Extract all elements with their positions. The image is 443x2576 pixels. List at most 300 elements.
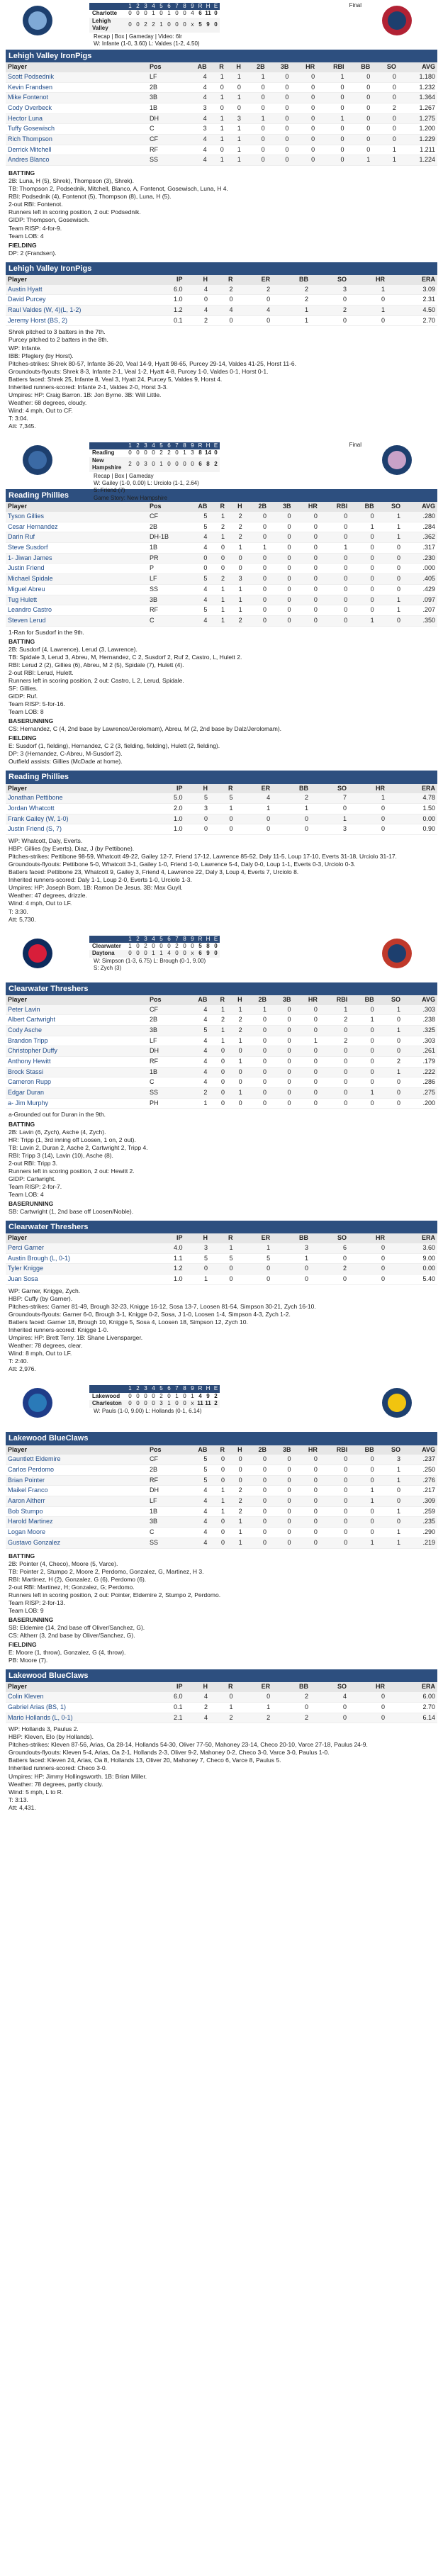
stat-cell: 0: [293, 522, 320, 532]
notes-line: SB: Eldemire (14, 2nd base off Oliver/Sanchez, G).: [9, 1623, 145, 1631]
stat-cell: 0: [243, 145, 267, 155]
player-link[interactable]: Gabriel Arias (BS, 1): [6, 1702, 147, 1713]
player-link[interactable]: Tyler Knigge: [6, 1264, 147, 1275]
player-link[interactable]: Derrick Mitchell: [6, 145, 147, 155]
stat-cell: 3: [227, 574, 245, 585]
batting-column-header: Pos: [147, 502, 183, 512]
linescore-table: [89, 936, 220, 958]
player-link[interactable]: Justin Friend (S, 7): [6, 824, 147, 835]
stat-cell: 5.40: [387, 1275, 437, 1285]
linescore-cell: 6: [196, 950, 204, 957]
linescore-team-name[interactable]: Charleston: [89, 1400, 126, 1407]
stat-cell: 5.0: [147, 793, 185, 803]
table-row: [6, 532, 437, 543]
pitching-column-header: Player: [6, 275, 147, 285]
player-link[interactable]: Maikel Franco: [6, 1486, 147, 1496]
linescore-cell: 0: [136, 449, 140, 457]
stat-cell: 0: [291, 145, 317, 155]
linescore-cell: 2: [144, 943, 147, 950]
notes-line: E: Susdorf (1, fielding), Hernandez, C 2 (3, fielding, fielding), Hulett (2, fielding).: [9, 742, 220, 750]
notes-line: Runners left in scoring position, 2 out: Podsednik.: [9, 208, 141, 216]
stat-cell: 0: [291, 103, 317, 114]
notes-line: Pitches-strikes: Garner 81-49, Brough 32-23, Knigge 16-12, Sosa 13-7, Loosen 81-54, Simpson 30-21, Zych 16-10.: [9, 1302, 316, 1310]
linescore-header-cell: 6: [165, 936, 173, 943]
notes-line: 2-out RBI: Fontenot.: [9, 201, 63, 208]
stat-cell: 0: [293, 1475, 320, 1486]
stat-cell: .261: [403, 1046, 437, 1057]
stat-cell: 3: [226, 113, 243, 124]
stat-cell: 0: [347, 72, 373, 82]
table-row: [6, 1005, 437, 1015]
stat-cell: 1: [209, 155, 226, 166]
player-link[interactable]: Harold Martinez: [6, 1517, 147, 1528]
linescore-cell: 1: [157, 950, 165, 957]
stat-cell: 0: [245, 1538, 269, 1548]
notes-line: Inherited runners-scored: Infante 2-1, Valdes 2-0, Horst 3-3.: [9, 383, 168, 391]
stat-cell: 0: [267, 135, 291, 145]
notes-line: HBP: Cuffy (by Garner).: [9, 1294, 73, 1302]
stat-cell: .179: [403, 1057, 437, 1068]
stat-cell: 0: [349, 824, 387, 835]
pitching-column-header: HR: [349, 1233, 387, 1243]
stat-cell: 1: [376, 595, 403, 605]
stat-cell: 1: [320, 543, 349, 554]
linescore-cell: 9: [206, 1392, 210, 1399]
stat-cell: DH-1B: [147, 532, 183, 543]
table-row: [6, 1692, 437, 1702]
stat-cell: 0: [245, 1025, 269, 1036]
stat-cell: 0: [209, 1475, 227, 1486]
stat-cell: 0: [245, 595, 269, 605]
player-link[interactable]: Tug Hulett: [6, 595, 147, 605]
linescore-team-name[interactable]: Charlotte: [92, 10, 118, 17]
stat-cell: 0: [267, 155, 291, 166]
player-link[interactable]: Andres Blanco: [6, 155, 147, 166]
batting-column-header: AB: [183, 1445, 209, 1455]
linescore-row: [89, 10, 220, 17]
player-link[interactable]: Cameron Rupp: [6, 1077, 147, 1088]
stat-cell: .290: [403, 1528, 437, 1538]
stat-cell: 0: [349, 1465, 376, 1476]
player-link[interactable]: 1- Jiwan James: [6, 553, 147, 564]
stat-cell: 0: [349, 1713, 387, 1723]
linescore-header-cell: 5: [157, 1385, 165, 1392]
stat-cell: 1: [227, 1036, 245, 1046]
player-link[interactable]: Colin Kleven: [6, 1692, 147, 1702]
stat-cell: 0.90: [387, 824, 437, 835]
stat-cell: 2: [227, 1506, 245, 1517]
player-link[interactable]: Logan Moore: [6, 1528, 147, 1538]
notes-line: TB: Thompson 2, Podsednik, Mitchell, Blanco, A, Fontenot, Gosewisch, Luna, H 4.: [9, 185, 228, 193]
notes-line: 1-Ran for Susdorf in the 9th.: [9, 628, 84, 636]
stat-cell: 4: [183, 1067, 209, 1077]
stat-cell: 1.364: [398, 93, 437, 103]
stat-cell: 0: [269, 1005, 293, 1015]
pitching-column-header: R: [210, 784, 235, 794]
pitching-column-header: Player: [6, 1233, 147, 1243]
batting-column-header: 2B: [245, 1445, 269, 1455]
linescore-cell: 0: [181, 457, 189, 472]
stat-cell: 0: [293, 1098, 320, 1109]
player-link[interactable]: Brandon Tripp: [6, 1036, 147, 1046]
stat-cell: 1: [349, 615, 376, 626]
stat-cell: 0: [376, 574, 403, 585]
stat-cell: SS: [147, 1088, 183, 1099]
player-link[interactable]: Austin Hyatt: [6, 285, 147, 295]
pitching-column-header: IP: [147, 1682, 185, 1692]
stat-cell: 2.70: [387, 315, 437, 326]
linescore-header-cell: 2: [134, 1385, 142, 1392]
stat-cell: 0: [267, 113, 291, 124]
notes-line: E: Moore (1, throw), Gonzalez, G (4, throw).: [9, 1649, 126, 1657]
linescore-team-name[interactable]: New Hampshire: [89, 457, 126, 472]
player-link[interactable]: Gustavo Gonzalez: [6, 1538, 147, 1548]
linescore: [69, 442, 388, 502]
stat-cell: 1: [376, 522, 403, 532]
player-link[interactable]: Mike Fontenot: [6, 93, 147, 103]
linescore-cell: 0: [152, 1392, 155, 1399]
stat-cell: 0: [227, 1077, 245, 1088]
player-link[interactable]: Albert Cartwright: [6, 1015, 147, 1026]
linescore-header-cell: R: [196, 936, 204, 943]
player-link[interactable]: Miguel Abreu: [6, 584, 147, 595]
player-link[interactable]: Steve Susdorf: [6, 543, 147, 554]
linescore-cell: 1: [165, 1400, 173, 1407]
table-row: [6, 605, 437, 616]
table-row: [6, 1465, 437, 1476]
player-link[interactable]: Mario Hollands (L, 0-1): [6, 1713, 147, 1723]
table-row: [6, 295, 437, 306]
stat-cell: 0: [227, 1046, 245, 1057]
stat-cell: 0: [320, 553, 349, 564]
player-link[interactable]: Hector Luna: [6, 113, 147, 124]
stat-cell: 0: [317, 93, 346, 103]
player-link[interactable]: Jordan Whatcott: [6, 804, 147, 814]
table-row: [6, 615, 437, 626]
stat-cell: DH: [147, 1046, 183, 1057]
stat-cell: 0: [347, 135, 373, 145]
notes-line: Pitches-strikes: Shrek 80-57, Infante 36-20, Veal 14-9, Hyatt 98-65, Purcey 29-14, Valdes 41-25, Horst 11-6.: [9, 359, 297, 367]
stat-cell: 1: [227, 605, 245, 616]
notes-line: CS: Altherr (3, 2nd base by Oliver/Sanchez, G).: [9, 1631, 135, 1639]
stat-cell: .429: [403, 584, 437, 595]
player-link[interactable]: Gauntlett Eldemire: [6, 1455, 147, 1465]
batting-column-header: AVG: [403, 502, 437, 512]
stat-cell: 0: [320, 1506, 349, 1517]
player-link[interactable]: Rich Thompson: [6, 135, 147, 145]
stat-cell: 1: [245, 543, 269, 554]
player-link[interactable]: Jeremy Horst (BS, 2): [6, 315, 147, 326]
stat-cell: 4: [183, 93, 209, 103]
stat-cell: 6: [310, 1243, 349, 1253]
stat-cell: 2: [210, 285, 235, 295]
notes-line: TB: Lavin 2, Duran 2, Asche 2, Cartwright 2, Tripp 4.: [9, 1143, 148, 1151]
stat-cell: 0: [210, 824, 235, 835]
stat-cell: 2: [227, 1015, 245, 1026]
stat-cell: .097: [403, 595, 437, 605]
game-notes: [6, 326, 437, 432]
stat-cell: .000: [403, 564, 437, 574]
stat-cell: 0: [317, 82, 346, 93]
linescore-header-cell: 6: [165, 3, 173, 10]
notes-line: HBP: Kleven, Elo (by Hollands).: [9, 1733, 94, 1741]
game-notes: [6, 1723, 437, 1814]
linescore-cell: 0: [159, 943, 163, 950]
table-row: [6, 1528, 437, 1538]
linescore-row: [89, 950, 220, 957]
player-link[interactable]: Anthony Hewitt: [6, 1057, 147, 1068]
linescore-cell: 0: [181, 1400, 189, 1407]
stat-cell: 2: [310, 306, 349, 316]
player-link[interactable]: a- Jim Murphy: [6, 1098, 147, 1109]
stat-cell: 2: [183, 1088, 209, 1099]
table-row: [6, 1496, 437, 1507]
player-link[interactable]: Frank Gailey (W, 1-0): [6, 814, 147, 824]
linescore-team-name[interactable]: Lakewood: [92, 1392, 120, 1399]
linescore-row: [89, 1393, 220, 1400]
stat-cell: 2: [227, 512, 245, 522]
batting-column-header: 3B: [269, 995, 293, 1005]
player-link[interactable]: Scott Podsednik: [6, 72, 147, 82]
stat-cell: 0: [269, 1475, 293, 1486]
stat-cell: 0: [320, 1455, 349, 1465]
linescore-team-name[interactable]: Clearwater: [92, 943, 121, 950]
pitching-section-title: Lehigh Valley IronPigs: [6, 262, 437, 275]
stat-cell: 3B: [147, 1025, 183, 1036]
stat-cell: 4: [183, 1486, 209, 1496]
linescore-cell: 2: [212, 1400, 220, 1407]
stat-cell: 0: [376, 1077, 403, 1088]
player-link[interactable]: Kevin Frandsen: [6, 82, 147, 93]
stat-cell: .280: [403, 512, 437, 522]
notes-line: Purcey pitched to 2 batters in the 8th.: [9, 336, 108, 344]
linescore-header-cell: 5: [157, 936, 165, 943]
stat-cell: 6.0: [147, 285, 185, 295]
player-link[interactable]: Cody Overbeck: [6, 103, 147, 114]
player-link[interactable]: Christopher Duffy: [6, 1046, 147, 1057]
stat-cell: 1: [209, 532, 227, 543]
stat-cell: 5: [183, 1465, 209, 1476]
player-link[interactable]: Brian Pointer: [6, 1475, 147, 1486]
linescore-header-cell: R: [196, 3, 204, 10]
player-link[interactable]: Juan Sosa: [6, 1275, 147, 1285]
stat-cell: 4: [183, 82, 209, 93]
stat-cell: 1: [293, 1036, 320, 1046]
stat-cell: 4: [183, 584, 209, 595]
linescore-team-name[interactable]: Daytona: [89, 950, 126, 957]
stat-cell: 1: [209, 605, 227, 616]
notes-line: T: 2:40.: [9, 1357, 28, 1365]
stat-cell: 4.78: [387, 793, 437, 803]
stat-cell: 0: [227, 1098, 245, 1109]
pitching-column-header: R: [210, 1682, 235, 1692]
batting-table: [6, 1445, 437, 1549]
stat-cell: 0: [245, 1465, 269, 1476]
player-link[interactable]: Raul Valdes (W, 4)(L, 1-2): [6, 306, 147, 316]
linescore-cell: 4: [198, 1392, 202, 1399]
table-row: [6, 1475, 437, 1486]
notes-line: Wind: 8 mph, Out to LF.: [9, 1350, 72, 1357]
table-row: [6, 103, 437, 114]
player-link[interactable]: Jonathan Pettibone: [6, 793, 147, 803]
linescore-cell: 1: [152, 10, 155, 17]
stat-cell: 0: [210, 814, 235, 824]
notes-line: GIDP: Thompson, Gosewisch.: [9, 216, 90, 224]
batting-column-header: 3B: [267, 62, 291, 72]
stat-cell: 0: [269, 615, 293, 626]
stat-cell: 0: [209, 553, 227, 564]
stat-cell: 0: [349, 1692, 387, 1702]
stat-cell: 0: [272, 824, 310, 835]
player-link[interactable]: Tyson Gillies: [6, 512, 147, 522]
player-link[interactable]: Perci Garner: [6, 1243, 147, 1253]
stat-cell: LF: [147, 1036, 183, 1046]
batting-column-header: SO: [376, 1445, 403, 1455]
notes-line: Batters faced: Kleven 24, Arias, Oa 8, Hollands 13, Oliver 20, Mahoney 7, Checo 6, Varce 8, Paulus 5.: [9, 1757, 281, 1764]
linescore-cell: 6: [196, 457, 204, 472]
section-gap: [6, 926, 437, 933]
stat-cell: 0: [349, 584, 376, 595]
batting-column-header: 3B: [269, 502, 293, 512]
stat-cell: RF: [147, 605, 183, 616]
stat-cell: 0: [372, 72, 398, 82]
table-row: [6, 1253, 437, 1264]
linescore-row: [89, 449, 220, 457]
stat-cell: 0: [349, 1702, 387, 1713]
player-link[interactable]: Aaron Altherr: [6, 1496, 147, 1507]
stat-cell: 3: [272, 1243, 310, 1253]
stat-cell: 0: [269, 532, 293, 543]
stat-cell: 0: [320, 1046, 349, 1057]
stat-cell: 0: [293, 615, 320, 626]
team-logo-away: [21, 4, 54, 37]
stat-cell: PR: [147, 553, 183, 564]
stat-cell: 0: [209, 1067, 227, 1077]
linescore-team-name[interactable]: Lehigh Valley: [89, 18, 126, 33]
batting-column-header: R: [209, 62, 226, 72]
linescore-cell: 0: [173, 950, 181, 957]
stat-cell: 0: [349, 1067, 376, 1077]
stat-cell: 4: [183, 113, 209, 124]
stat-cell: 1: [226, 155, 243, 166]
player-link[interactable]: Bob Stumpo: [6, 1506, 147, 1517]
linescore-cell: 0: [134, 950, 142, 957]
stat-cell: 0: [293, 564, 320, 574]
player-link[interactable]: Cody Asche: [6, 1025, 147, 1036]
stat-cell: 1: [226, 72, 243, 82]
linescore-table: [89, 1385, 220, 1407]
linescore-row: [89, 457, 220, 472]
player-link[interactable]: Tuffy Gosewisch: [6, 124, 147, 135]
stat-cell: 1: [245, 1005, 269, 1015]
batting-column-header: 3B: [269, 1445, 293, 1455]
stat-cell: 0: [376, 543, 403, 554]
player-link[interactable]: Cesar Hernandez: [6, 522, 147, 532]
stat-cell: 0: [235, 295, 273, 306]
linescore-table: [89, 442, 220, 472]
notes-line: Team RISP: 4-for-9.: [9, 224, 62, 232]
batting-table: [6, 62, 437, 166]
linescore-team-name[interactable]: Reading: [92, 449, 115, 457]
stat-cell: 0: [272, 1264, 310, 1275]
stat-cell: 0: [349, 295, 387, 306]
notes-line: Runners left in scoring position, 2 out: Hewitt 2.: [9, 1167, 135, 1175]
player-link[interactable]: Peter Lavin: [6, 1005, 147, 1015]
table-row: [6, 1067, 437, 1077]
player-link[interactable]: Leandro Castro: [6, 605, 147, 616]
batting-section-title: Lehigh Valley IronPigs: [6, 50, 437, 62]
player-link[interactable]: Austin Brough (L, 0-1): [6, 1253, 147, 1264]
stat-cell: 0: [185, 824, 210, 835]
linescore-header-cell: H: [204, 442, 212, 449]
player-link[interactable]: Steven Lerud: [6, 615, 147, 626]
stat-cell: 0: [320, 532, 349, 543]
stat-cell: 2B: [147, 1465, 183, 1476]
team-logo-away: [21, 444, 54, 476]
stat-cell: 0: [209, 82, 226, 93]
stat-cell: .317: [403, 543, 437, 554]
stat-cell: 0: [293, 1077, 320, 1088]
player-link[interactable]: Darin Ruf: [6, 532, 147, 543]
stat-cell: 0: [376, 1517, 403, 1528]
stat-cell: 4.50: [387, 306, 437, 316]
stat-cell: 1.232: [398, 82, 437, 93]
stat-cell: 1: [209, 113, 226, 124]
player-link[interactable]: Carlos Perdomo: [6, 1465, 147, 1476]
player-link[interactable]: Brock Stassi: [6, 1067, 147, 1077]
player-link[interactable]: Justin Friend: [6, 564, 147, 574]
stat-cell: 4: [183, 1496, 209, 1507]
notes-line: T: 3:13.: [9, 1796, 28, 1803]
game-links[interactable]: Recap | Box | Gameday: [94, 472, 154, 479]
stat-cell: 0: [183, 564, 209, 574]
stat-cell: 1: [227, 1005, 245, 1015]
stat-cell: 0: [320, 1077, 349, 1088]
stat-cell: 0: [376, 1036, 403, 1046]
stat-cell: 1.2: [147, 306, 185, 316]
player-link[interactable]: Michael Spidale: [6, 574, 147, 585]
player-link[interactable]: David Purcey: [6, 295, 147, 306]
pitching-column-header: ER: [235, 1682, 273, 1692]
stat-cell: .362: [403, 532, 437, 543]
linescore-cell: 0: [212, 950, 220, 957]
stat-cell: 4: [183, 1057, 209, 1068]
notes-line: 2B: Lavin (6, Zych), Asche (4, Zych).: [9, 1128, 106, 1136]
linescore-cell: 0: [173, 1400, 181, 1407]
linescore-header-cell: 7: [173, 936, 181, 943]
stat-cell: 1: [376, 1538, 403, 1548]
game-links[interactable]: Recap | Box | Gameday | Video: 6lr: [94, 33, 182, 40]
stat-cell: 0: [209, 543, 227, 554]
linescore-cell: 0: [191, 943, 194, 950]
pitching-decision: S: Friend (7): [94, 487, 125, 494]
player-link[interactable]: Edgar Duran: [6, 1088, 147, 1099]
batting-column-header: H: [227, 995, 245, 1005]
stat-cell: 1: [272, 1253, 310, 1264]
stat-cell: 5: [183, 605, 209, 616]
stat-cell: 0: [320, 564, 349, 574]
pitching-column-header: BB: [272, 1233, 310, 1243]
stat-cell: 1.0: [147, 1275, 185, 1285]
batting-column-header: Player: [6, 1445, 147, 1455]
stat-cell: 0: [269, 1465, 293, 1476]
linescore-header-cell: 9: [189, 936, 196, 943]
stat-cell: 5: [183, 574, 209, 585]
notes-heading: FIELDING: [9, 1641, 37, 1649]
linescore-cell: 1: [157, 18, 165, 33]
linescore-cell: 0: [181, 950, 189, 957]
table-row: [6, 1455, 437, 1465]
